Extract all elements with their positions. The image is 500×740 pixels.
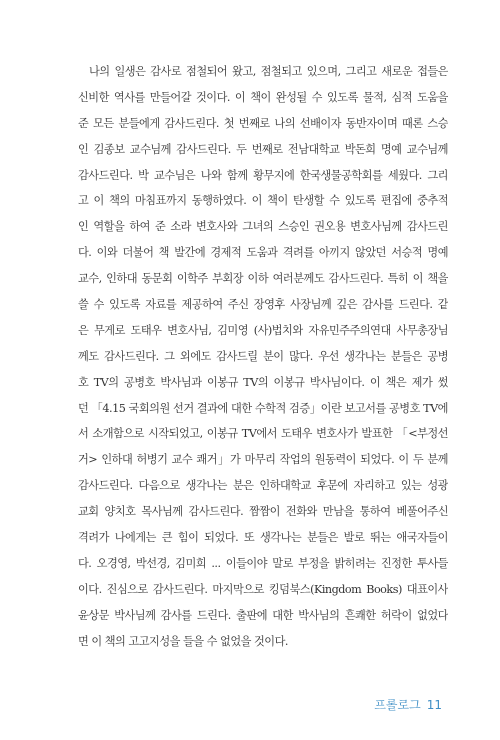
section-label: 프롤로그 [374, 698, 421, 712]
page-footer [374, 696, 442, 713]
page-number: 11 [426, 698, 442, 712]
text-line: 면 이 책의 고고지성을 들을 수 없었을 것이다. [78, 634, 288, 648]
text-line: 서 소개함으로 시작되었고, 이봉규 TV에서 도태우 변호사가 발표한 「<부정선 [78, 427, 448, 441]
text-line: 다. 이와 더불어 책 발간에 경제적 도움과 격려를 아끼지 않았던 서승적 명예 [78, 246, 448, 260]
text-line: 교회 양치호 목사님께 감사드린다. 짬짬이 전화와 만남을 통하여 베풀어주신 [78, 505, 448, 519]
text-line: 준 모든 분들에게 감사드린다. 첫 번째로 나의 선배이자 동반자이며 때론 스승 [78, 116, 448, 130]
text-line: 감사드린다. 다음으로 생각나는 분은 인하대학교 후문에 자리하고 있는 성광 [78, 479, 448, 493]
text-line: 호 TV의 공병호 박사님과 이봉규 TV의 이봉규 박사님이다. 이 책은 제가 썼 [78, 375, 448, 389]
text-line: 쓸 수 있도록 자료를 제공하여 주신 장영후 사장님께 깊은 감사를 드린다. 같 [78, 298, 448, 312]
text-line: 던 「4.15 국회의원 선거 결과에 대한 수학적 검증」이란 보고서를 공병호 TV에 [78, 401, 448, 415]
text-line: 은 무게로 도태우 변호사님, 김미영 (사)법치와 자유민주주의연대 사무총장님 [78, 323, 448, 337]
text-line: 감사드린다. 박 교수님은 나와 함께 황무지에 한국생물공학회를 세웠다. 그리 [78, 168, 448, 182]
prologue-body [78, 59, 448, 654]
text-line: 거> 인하대 허병기 교수 쾌거」가 마무리 작업의 원동력이 되었다. 이 두 분께 [78, 453, 448, 467]
text-line: 이다. 진심으로 감사드린다. 마지막으로 킹덤북스(Kingdom Books) 대표이사 [78, 582, 448, 596]
text-line: 나의 일생은 감사로 점철되어 왔고, 점철되고 있으며, 그리고 새로운 접들은 [89, 65, 448, 78]
text-line: 다. 오경영, 박선경, 김미희 ... 이들이야 말로 부정을 밝히려는 진정한 투사들 [78, 556, 448, 570]
text-line: 인 김종보 교수님께 감사드린다. 두 번째로 전남대학교 박돈희 명예 교수님께 [78, 142, 448, 156]
text-line: 께도 감사드린다. 그 외에도 감사드릴 분이 많다. 우선 생각나는 분들은 공병 [78, 349, 448, 363]
text-line: 신비한 역사를 만들어갈 것이다. 이 책이 완성될 수 있도록 물적, 심적 도움을 [78, 90, 448, 104]
text-line: 고 이 책의 마침표까지 동행하였다. 이 책이 탄생할 수 있도록 편집에 중추적 [78, 194, 448, 208]
text-line: 격려가 나에게는 큰 힘이 되었다. 또 생각나는 분들은 발로 뛰는 애국자들이 [78, 531, 448, 545]
text-line: 윤상문 박사님께 감사를 드린다. 출판에 대한 박사님의 흔쾌한 허락이 없었다 [78, 608, 448, 622]
text-line: 인 역할을 하여 준 소라 변호사와 그녀의 스승인 권오용 변호사님께 감사드린 [78, 220, 448, 234]
text-line: 교수, 인하대 동문회 이학주 부회장 이하 여러분께도 감사드린다. 특히 이 책을 [78, 272, 448, 286]
